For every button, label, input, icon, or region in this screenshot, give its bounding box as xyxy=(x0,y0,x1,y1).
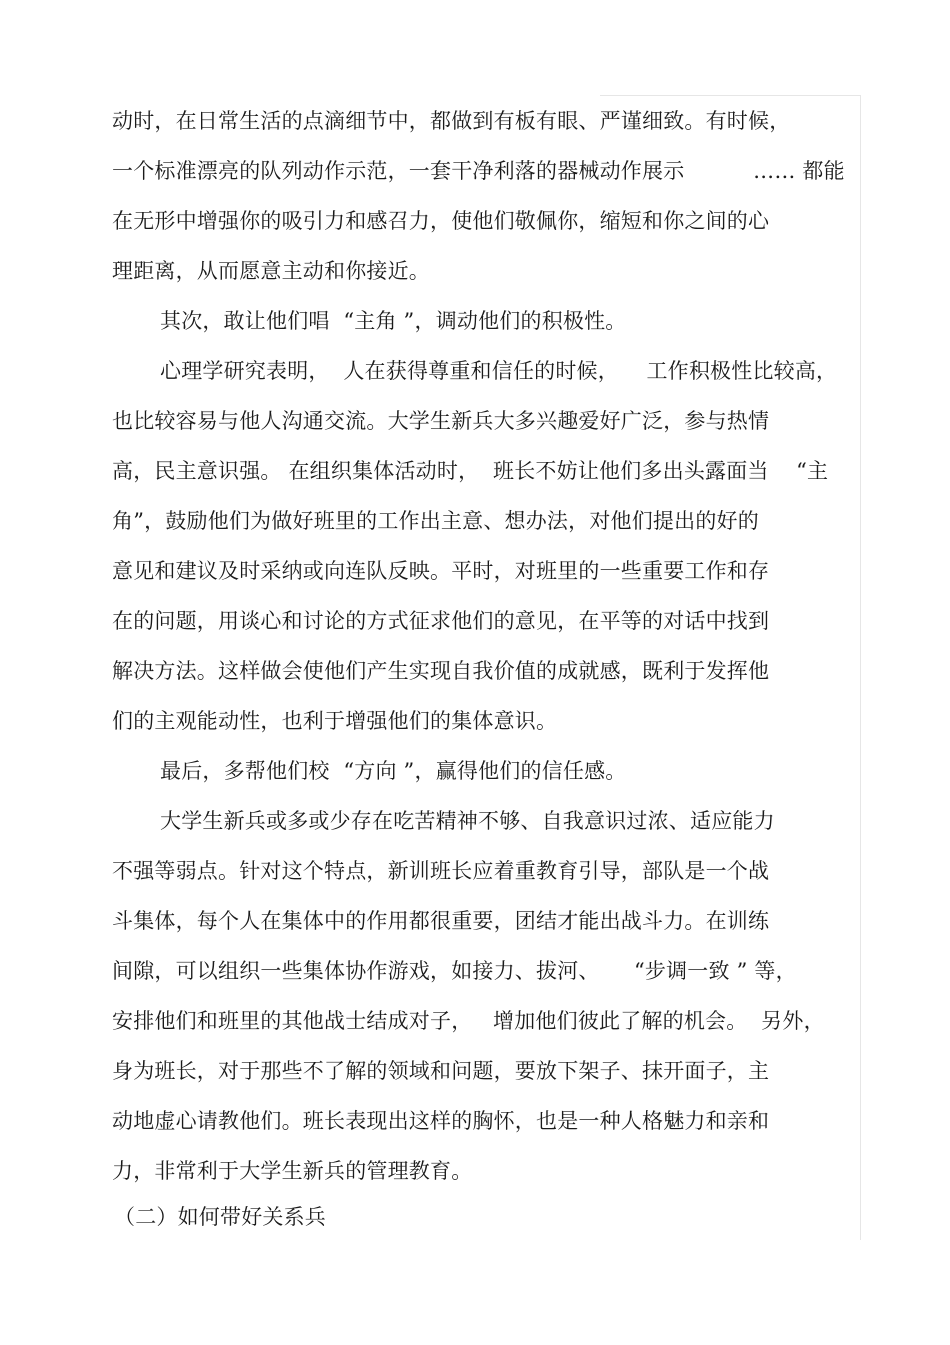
paragraph-line: 角”，鼓励他们为做好班里的工作出主意、想办法，对他们提出的好的 xyxy=(112,509,759,533)
paragraph-line: 安排他们和班里的其他战士结成对子， 增加他们彼此了解的机会。 另外， xyxy=(112,1009,825,1033)
paragraph-line: 意见和建议及时采纳或向连队反映。平时，对班里的一些重要工作和存 xyxy=(112,559,770,583)
paragraph-line: 大学生新兵或多或少存在吃苦精神不够、自我意识过浓、适应能力 xyxy=(160,809,775,833)
paragraph-line: 也比较容易与他人沟通交流。大学生新兵大多兴趣爱好广泛，参与热情 xyxy=(112,409,770,433)
paragraph-line: 动时，在日常生活的点滴细节中，都做到有板有眼、严谨细致。有时候， xyxy=(112,109,791,133)
paragraph-line: 间隙，可以组织一些集体协作游戏，如接力、拔河、 “步调一致 ” 等， xyxy=(112,959,797,983)
paragraph-line: 们的主观能动性，也利于增强他们的集体意识。 xyxy=(112,709,558,733)
paragraph-line: 解决方法。这样做会使他们产生实现自我价值的成就感，既利于发挥他 xyxy=(112,659,770,683)
paragraph-line: 不强等弱点。针对这个特点，新训班长应着重教育引导，部队是一个战 xyxy=(112,859,770,883)
paragraph-line: 一个标准漂亮的队列动作示范，一套干净利落的器械动作展示 …… 都能 xyxy=(112,159,845,183)
paragraph-line: 动地虚心请教他们。班长表现出这样的胸怀，也是一种人格魅力和亲和 xyxy=(112,1109,770,1133)
paragraph-line: 高，民主意识强。 在组织集体活动时， 班长不妨让他们多出头露面当 “主 xyxy=(112,459,829,483)
paragraph-line: 斗集体，每个人在集体中的作用都很重要，团结才能出战斗力。在训练 xyxy=(112,909,770,933)
paragraph-line: 力，非常利于大学生新兵的管理教育。 xyxy=(112,1159,473,1183)
section-point-line: 其次，敢让他们唱 “主角 ”，调动他们的积极性。 xyxy=(160,309,627,333)
section-point-line: 最后，多帮他们校 “方向 ”，赢得他们的信任感。 xyxy=(160,759,627,783)
paragraph-line: 理距离，从而愿意主动和你接近。 xyxy=(112,259,430,283)
section-heading: （二）如何带好关系兵 xyxy=(114,1205,326,1229)
paragraph-line: 在无形中增强你的吸引力和感召力，使他们敬佩你，缩短和你之间的心 xyxy=(112,209,770,233)
paragraph-line: 身为班长，对于那些不了解的领域和问题，要放下架子、抹开面子，主 xyxy=(112,1059,770,1083)
paragraph-line: 心理学研究表明， 人在获得尊重和信任的时候， 工作积极性比较高， xyxy=(160,359,838,383)
paragraph-line: 在的问题，用谈心和讨论的方式征求他们的意见，在平等的对话中找到 xyxy=(112,609,770,633)
